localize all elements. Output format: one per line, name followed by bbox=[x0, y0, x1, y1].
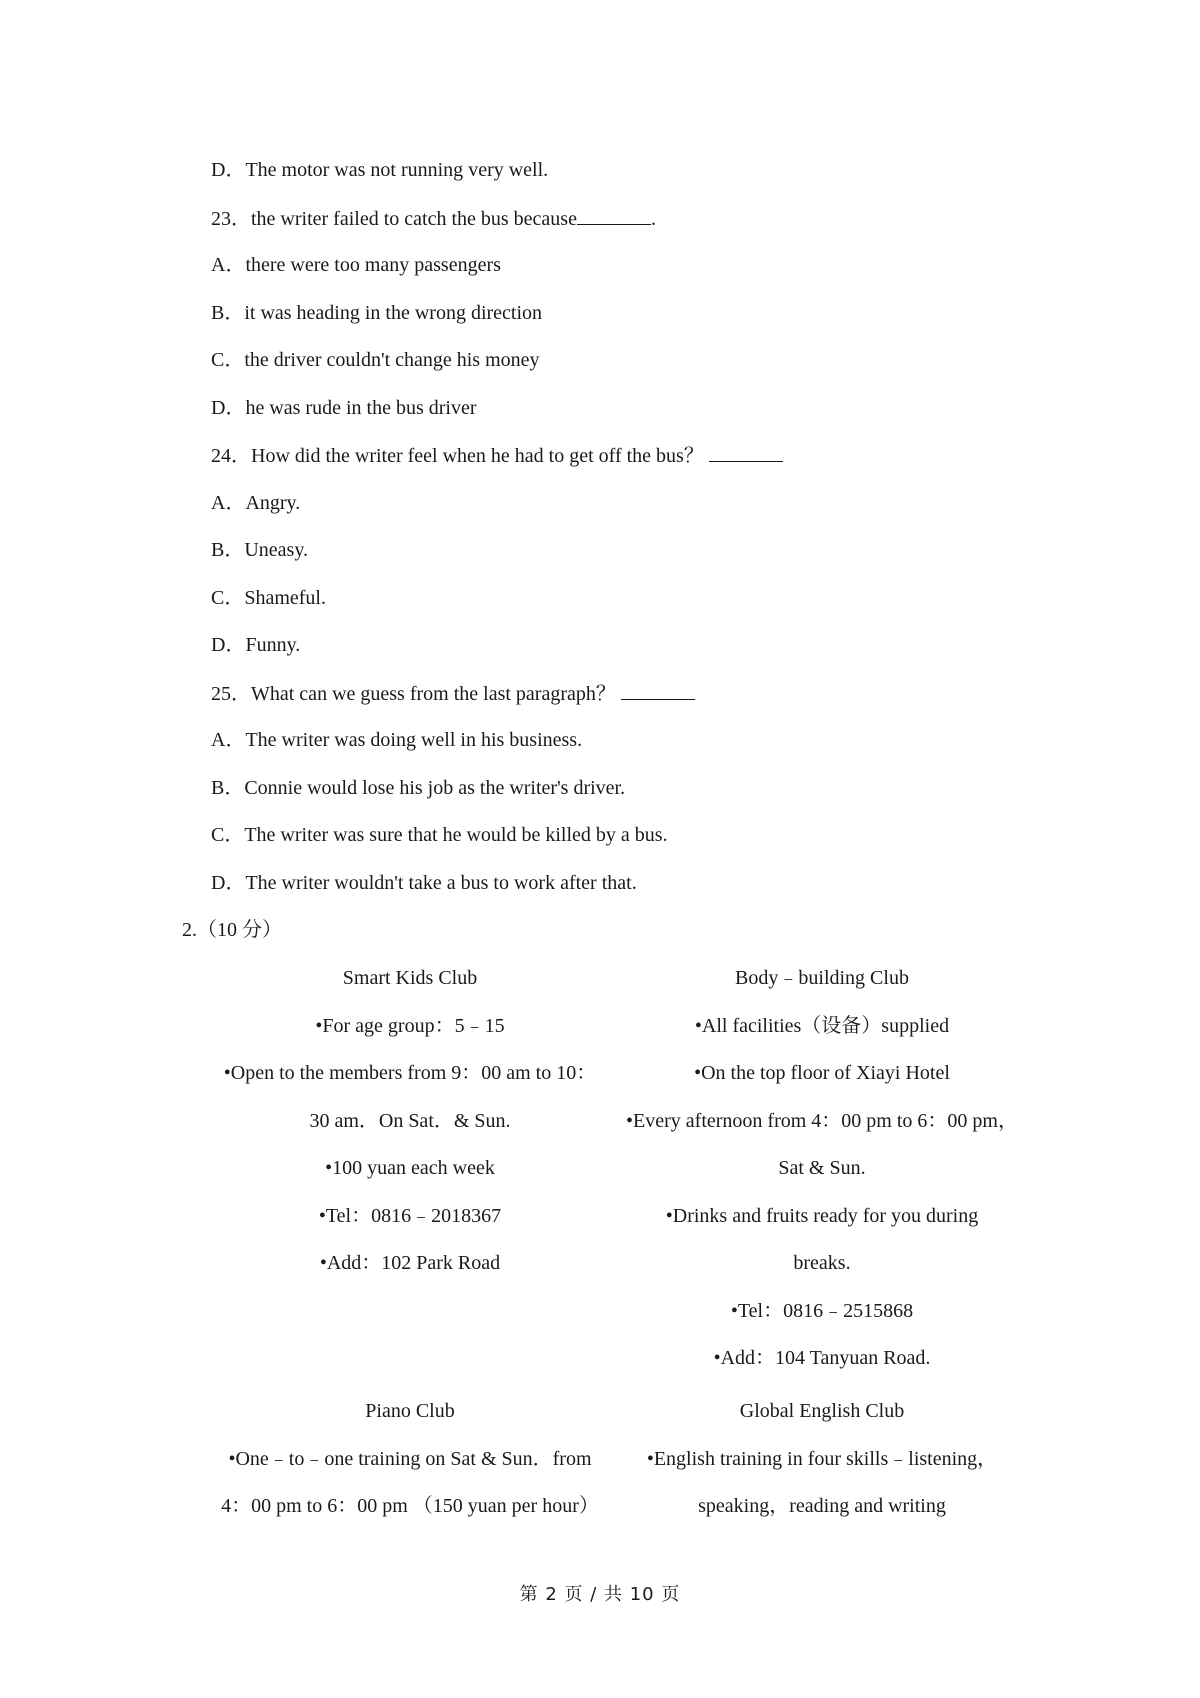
q25-option-b: B．Connie would lose his job as the writer's driver. bbox=[211, 777, 626, 799]
answer-blank bbox=[621, 679, 695, 700]
page-number-footer: 第 2 页 / 共 10 页 bbox=[519, 1584, 681, 1605]
club-title: Body﹣building Club bbox=[735, 967, 909, 989]
q22-option-d: D．The motor was not running very well. bbox=[211, 159, 549, 181]
answer-blank bbox=[577, 204, 651, 225]
q24-option-b: B．Uneasy. bbox=[211, 539, 309, 561]
q25-option-c: C．The writer was sure that he would be killed by a bus. bbox=[211, 824, 668, 846]
answer-blank bbox=[709, 441, 783, 462]
club-line: •Tel：0816﹣2018367 bbox=[318, 1204, 502, 1227]
club-line: 4：00 pm to 6：00 pm （150 yuan per hour） bbox=[221, 1495, 599, 1517]
q23-stem-text: 23．the writer failed to catch the bus because bbox=[211, 208, 577, 230]
club-line: •Drinks and fruits ready for you during bbox=[665, 1204, 979, 1227]
club-line: breaks. bbox=[793, 1252, 851, 1274]
club-line: Sat & Sun. bbox=[778, 1157, 866, 1179]
q24-stem bbox=[211, 441, 783, 470]
club-line: •One﹣to﹣one training on Sat & Sun．from bbox=[228, 1447, 592, 1470]
q24-option-a: A．Angry. bbox=[211, 492, 301, 514]
club-line: •English training in four skills﹣listening， bbox=[646, 1447, 998, 1470]
section-2-heading: 2.（10 分） bbox=[182, 919, 282, 941]
body-building-club bbox=[612, 964, 1032, 1392]
q24-option-d: D．Funny. bbox=[211, 634, 301, 656]
q23-option-c: C．the driver couldn't change his money bbox=[211, 349, 540, 371]
q25-stem bbox=[211, 679, 695, 708]
club-title: Smart Kids Club bbox=[342, 967, 478, 989]
q25-stem-text: 25．What can we guess from the last paragraph？ bbox=[211, 683, 616, 705]
club-line: •Every afternoon from 4：00 pm to 6：00 pm， bbox=[626, 1109, 1018, 1132]
q23-option-a: A．there were too many passengers bbox=[211, 254, 501, 276]
club-line: •All facilities（设备）supplied bbox=[694, 1014, 950, 1037]
q24-option-c: C．Shameful. bbox=[211, 587, 326, 609]
smart-kids-club bbox=[200, 964, 620, 1297]
q23-stem bbox=[211, 204, 656, 233]
club-title: Piano Club bbox=[365, 1400, 455, 1422]
club-line: •Open to the members from 9：00 am to 10： bbox=[223, 1062, 597, 1084]
piano-club bbox=[200, 1397, 620, 1540]
q23-option-d: D．he was rude in the bus driver bbox=[211, 397, 477, 419]
club-line: •On the top floor of Xiayi Hotel bbox=[694, 1062, 950, 1084]
club-line: speaking，reading and writing bbox=[698, 1495, 946, 1517]
q25-option-a: A．The writer was doing well in his business. bbox=[211, 729, 583, 751]
q23-option-b: B．it was heading in the wrong direction bbox=[211, 302, 543, 324]
club-line: •100 yuan each week bbox=[325, 1157, 495, 1179]
club-line: •Tel：0816﹣2515868 bbox=[730, 1299, 914, 1322]
club-line: •Add：104 Tanyuan Road. bbox=[713, 1347, 931, 1369]
q25-option-d: D．The writer wouldn't take a bus to work after that. bbox=[211, 872, 637, 894]
q23-stem-end: . bbox=[650, 208, 656, 230]
club-title: Global English Club bbox=[739, 1400, 905, 1422]
global-english-club bbox=[612, 1397, 1032, 1540]
club-line: •For age group：5﹣15 bbox=[315, 1014, 505, 1037]
club-line: 30 am．On Sat．& Sun. bbox=[309, 1109, 511, 1132]
club-line: •Add：102 Park Road bbox=[319, 1252, 501, 1274]
q24-stem-text: 24．How did the writer feel when he had to get off the bus？ bbox=[211, 445, 704, 467]
